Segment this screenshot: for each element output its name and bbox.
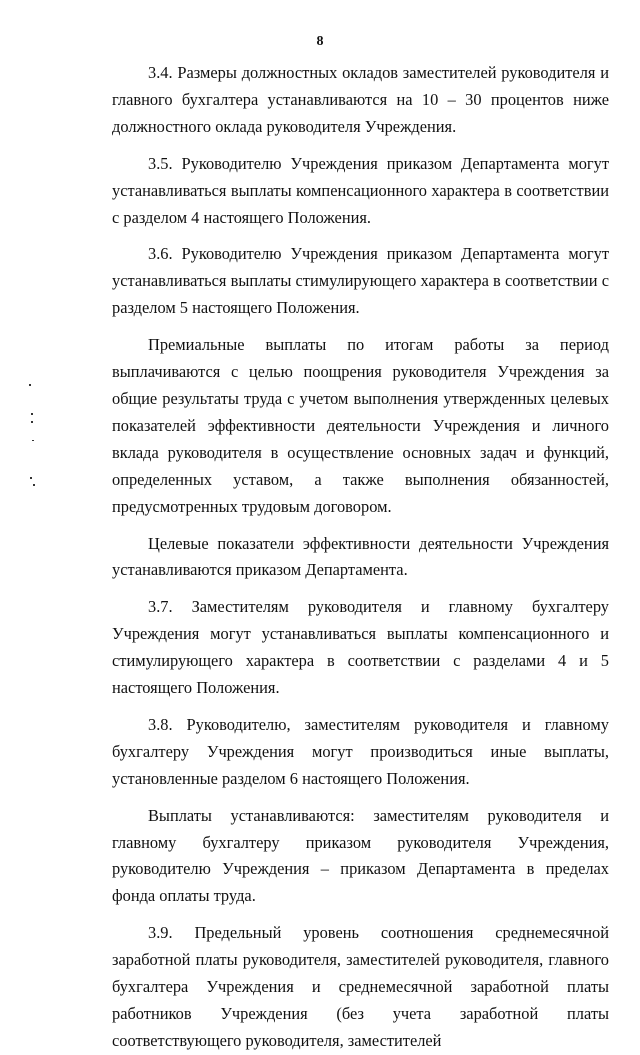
paragraph-3-8: 3.8. Руководителю, заместителям руководителя и главному бухгалтеру Учреждения могут производиться иные выплаты, установленные разделом 6 настоящего Положения. — [112, 714, 609, 788]
scan-mark — [30, 477, 32, 479]
paragraph-3-6: 3.6. Руководителю Учреждения приказом Департамента могут устанавливаться выплаты стимулирующего характера в соответствии с разделом 5 настоящего Положения. — [112, 244, 609, 318]
scan-mark — [31, 413, 33, 415]
paragraph-3-5: 3.5. Руководителю Учреждения приказом Департамента могут устанавливаться выплаты компенсационного характера в соответствии с разделом 4 настоящего Положения. — [112, 153, 609, 227]
paragraph-3-9: 3.9. Предельный уровень соотношения среднемесячной заработной платы руководителя, заместителей руководителя, главного бухгалтера Учреждения и среднемесячной заработной платы работников Учреждения (без учета заработной платы соответствующего руководителя, заместителей — [112, 923, 609, 1050]
scan-mark — [33, 484, 35, 486]
paragraph-3-4: 3.4. Размеры должностных окладов заместителей руководителя и главного бухгалтера устанавливаются на 10 – 30 процентов ниже должностного оклада руководителя Учреждения. — [112, 63, 609, 136]
paragraph-payments-established: Выплаты устанавливаются: заместителям руководителя и главному бухгалтеру приказом руководителя Учреждения, руководителю Учреждения – приказом Департамента в пределах фонда оплаты труда. — [112, 805, 609, 906]
paragraph-target-indicators: Целевые показатели эффективности деятельности Учреждения устанавливаются приказом Департамента. — [112, 533, 609, 580]
document-body — [112, 60, 609, 1055]
page-number: 8 — [316, 34, 324, 49]
paragraph-3-7: 3.7. Заместителям руководителя и главному бухгалтеру Учреждения могут устанавливаться выплаты компенсационного и стимулирующего характера в соответствии с разделами 4 и 5 настоящего Положения. — [112, 597, 609, 698]
scan-mark — [32, 440, 34, 441]
scan-mark — [31, 421, 33, 423]
scan-mark — [29, 384, 31, 386]
paragraph-premium-payments: Премиальные выплаты по итогам работы за период выплачиваются с целью поощрения руководителя Учреждения за общие результаты труда с учетом выполнения утвержденных целевых показателей эффективности деятельности Учреждения и личного вклада руководителя в осуществление основных задач и функций, определенных уставом, а также выполнения обязанностей, предусмотренных трудовым договором. — [112, 335, 609, 516]
